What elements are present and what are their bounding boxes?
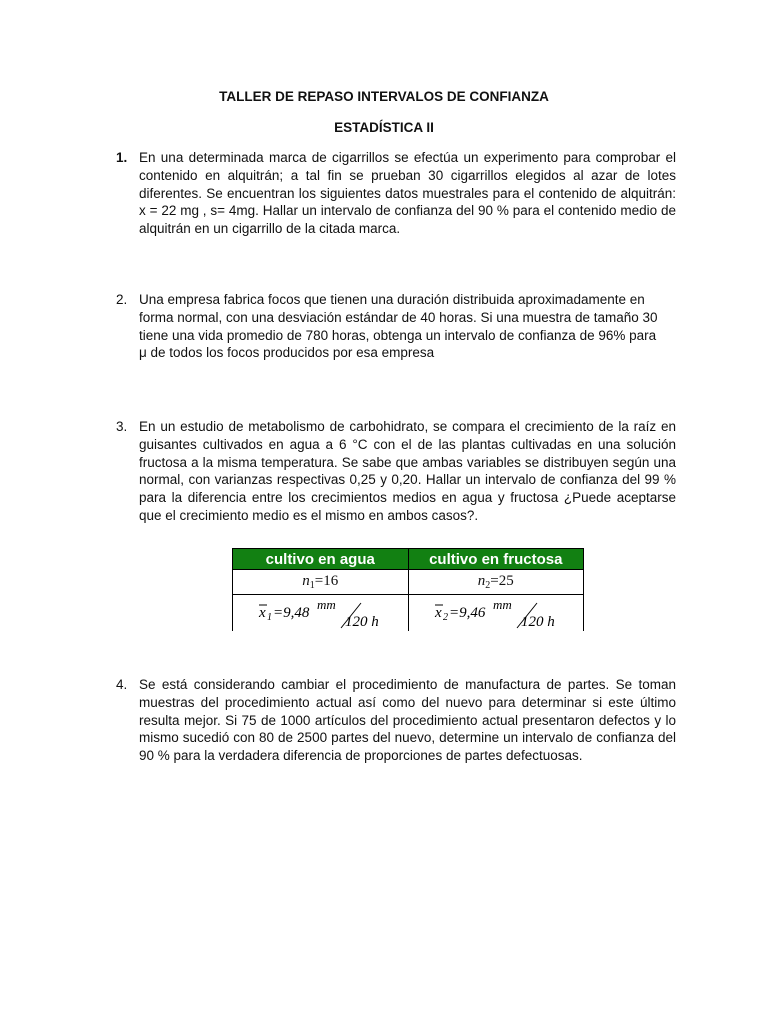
question-4 <box>116 676 676 765</box>
question-2-text: Una empresa fabrica focos que tienen una duración distribuida aproximadamente en forma normal, con una desviación estándar de 40 horas. Si una muestra de tamaño 30 tiene una vida promedio de 780 horas, obtenga un intervalo de confianza de 96% para μ de todos los focos producidos por esa empresa <box>139 292 658 361</box>
mean1-unit-num: mm <box>317 597 336 612</box>
table-header-agua: cultivo en agua <box>233 549 409 570</box>
table-header-fructosa: cultivo en fructosa <box>408 549 584 570</box>
table-cell-mean1 <box>233 595 409 632</box>
mean2-unit-num: mm <box>492 597 512 612</box>
question-3-text: En un estudio de metabolismo de carbohidrato, se compara el crecimiento de la raíz en guisantes cultivados en agua a 6 °C con el de las plantas cultivadas en una solución fructosa a la misma temperatura. Se sabe que ambas variables se distribuyen según una normal, con varianzas respectivas 0,25 y 0,20. Hallar un intervalo de confianza del 99 % para la diferencia entre los crecimientos medios en agua y fructosa ¿Puede aceptarse que el crecimiento medio es el mismo en ambos casos?. <box>139 419 676 523</box>
mean1-formula <box>233 595 407 631</box>
mean1-sub: 1 <box>267 612 272 623</box>
table-cell-n2 <box>408 570 584 595</box>
mean2-var: x <box>434 605 442 621</box>
data-table <box>232 548 584 631</box>
document-subtitle: ESTADÍSTICA II <box>334 120 434 135</box>
question-4-text: Se está considerando cambiar el procedimiento de manufactura de partes. Se toman muestras del procedimiento actual así como del nuevo para determinar si este último resulta mejor. Si 75 de 1000 artículos del procedimiento actual presentaron defectos y lo mismo sucedió con 80 de 2500 partes del nuevo, determine un intervalo de confianza del 90 % para la verdadera diferencia de proporciones de partes defectuosas. <box>139 677 676 764</box>
document-title: TALLER DE REPASO INTERVALOS DE CONFIANZA <box>219 89 549 104</box>
n1-eq: =16 <box>314 573 339 589</box>
n2-var: n <box>477 573 486 589</box>
question-1-number: 1. <box>116 150 128 165</box>
mean2-eq: =9,46 <box>448 605 485 621</box>
question-3-number: 3. <box>116 419 128 434</box>
question-3 <box>116 418 676 525</box>
mean2-sub: 2 <box>442 612 448 623</box>
mean1-unit-den: 120 h <box>345 614 379 630</box>
mean2-unit-den: 120 h <box>520 614 555 630</box>
mean1-var: x <box>259 605 266 621</box>
n1-sub: 1 <box>309 580 315 591</box>
question-2-number: 2. <box>116 292 128 307</box>
n2-eq: =25 <box>490 573 514 589</box>
question-2 <box>116 291 676 362</box>
mean1-eq: =9,48 <box>273 605 310 621</box>
mean2-formula <box>409 595 583 631</box>
n2-sub: 2 <box>485 580 491 591</box>
question-4-number: 4. <box>116 677 128 692</box>
n1-var: n <box>302 573 310 589</box>
question-1 <box>116 149 676 238</box>
table-cell-mean2 <box>408 595 584 632</box>
question-1-text: En una determinada marca de cigarrillos se efectúa un experimento para comprobar el contenido en alquitrán; a tal fin se prueban 30 cigarrillos elegidos al azar de lotes diferentes. Se encuentran los siguientes datos muestrales para el contenido de alquitrán: x = 22 mg , s= 4mg. Hallar un intervalo de confianza del 90 % para el contenido medio de alquitrán en un cigarrillo de la citada marca. <box>139 150 676 237</box>
table-cell-n1 <box>233 570 409 595</box>
